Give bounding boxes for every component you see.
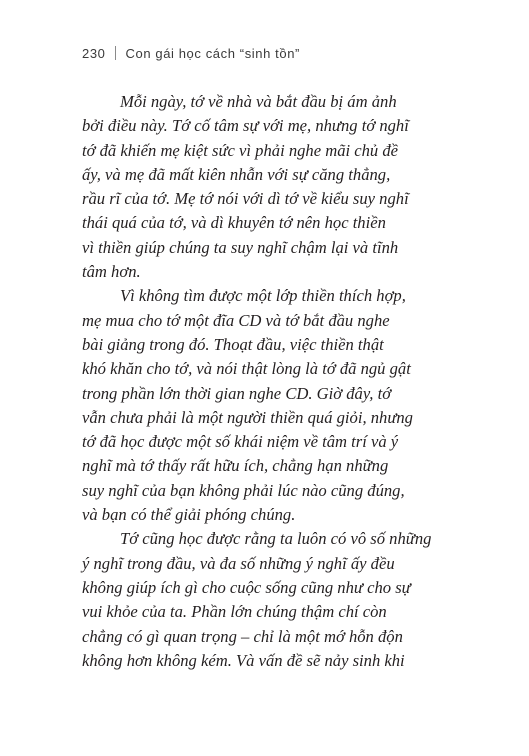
text-line: và bạn có thể giải phóng chúng.	[82, 505, 296, 525]
text-line: ý nghĩ trong đầu, và đa số những ý nghĩ ấy đều	[82, 553, 395, 573]
page-number: 230	[82, 45, 106, 61]
text-line: chẳng có gì quan trọng – chỉ là một mớ hỗn độn	[82, 626, 403, 646]
paragraph-first-line: Vì không tìm được một lớp thiền thích hợp,	[120, 286, 406, 306]
running-title: Con gái học cách “sinh tồn”	[125, 45, 300, 61]
text-line: ấy, và mẹ đã mất kiên nhẫn với sự căng thẳng,	[82, 164, 391, 184]
text-line: vì thiền giúp chúng ta suy nghĩ chậm lại và tĩnh	[82, 237, 399, 257]
text-line: không hơn không kém. Và vấn đề sẽ nảy sinh khi	[82, 650, 405, 670]
body-text	[82, 90, 437, 673]
text-line: vẫn chưa phải là một người thiền quá giỏi, nhưng	[82, 407, 413, 427]
text-line: vui khỏe của ta. Phần lớn chúng thậm chí còn	[82, 602, 387, 622]
header-divider	[115, 46, 116, 60]
text-line: không giúp ích gì cho cuộc sống cũng như cho sự	[82, 577, 411, 597]
text-line: tớ đã học được một số khái niệm về tâm trí và ý	[82, 432, 399, 452]
text-line: khó khăn cho tớ, và nói thật lòng là tớ đã ngủ gật	[82, 359, 411, 379]
text-line: nghĩ mà tớ thấy rất hữu ích, chẳng hạn những	[82, 456, 389, 476]
text-line: suy nghĩ của bạn không phải lúc nào cũng đúng,	[82, 480, 405, 500]
text-line: trong phần lớn thời gian nghe CD. Giờ đây, tớ	[82, 383, 392, 403]
text-line: bài giảng trong đó. Thoạt đầu, việc thiền thật	[82, 334, 384, 354]
text-line: bởi điều này. Tớ cố tâm sự với mẹ, nhưng tớ nghĩ	[82, 116, 409, 136]
paragraph-first-line: Tớ cũng học được rằng ta luôn có vô số những	[120, 529, 432, 549]
text-line: tớ đã khiến mẹ kiệt sức vì phải nghe mãi chủ đề	[82, 140, 399, 160]
paragraph-first-line: Mỗi ngày, tớ về nhà và bắt đầu bị ám ảnh	[120, 92, 397, 111]
running-header	[82, 43, 300, 63]
text-line: rầu rĩ của tớ. Mẹ tớ nói với dì tớ về kiểu suy nghĩ	[82, 189, 409, 209]
text-line: mẹ mua cho tớ một đĩa CD và tớ bắt đầu nghe	[82, 310, 390, 330]
text-line: thái quá của tớ, và dì khuyên tớ nên học thiền	[82, 213, 386, 233]
text-line: tâm hơn.	[82, 262, 141, 282]
